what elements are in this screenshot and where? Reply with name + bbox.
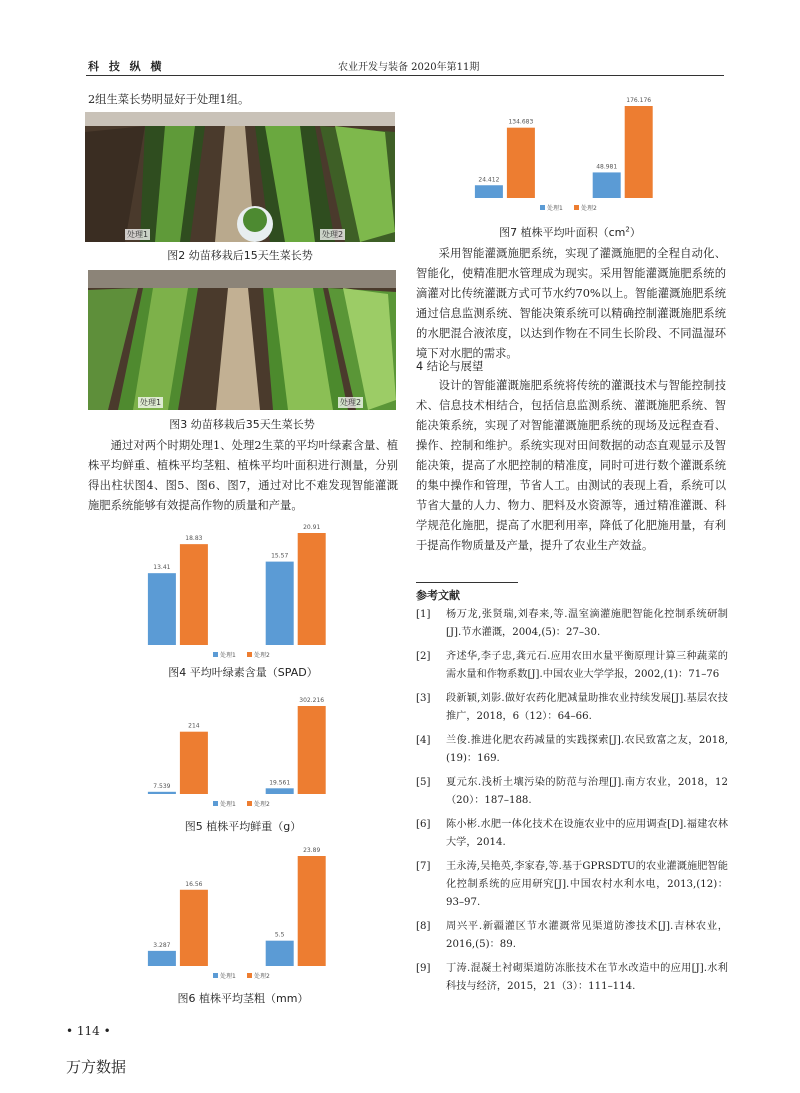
references-rule [416, 582, 518, 583]
data-label: 48.981 [596, 163, 618, 171]
data-label: 3.287 [153, 941, 171, 949]
legend-label: 处理1 [220, 973, 236, 980]
bar [180, 732, 208, 794]
fig7-caption: 图7 植株平均叶面积$(cm^2)$ [499, 225, 641, 239]
fig2-label-1: 处理1 [127, 230, 149, 239]
bar [180, 890, 208, 966]
fig6-chart [88, 838, 398, 986]
legend-swatch [247, 801, 252, 806]
fig2-caption: 图2 幼苗移栽后15天生菜长势 [167, 249, 313, 262]
fig4-chart [88, 515, 398, 665]
fig3-caption: 图3 幼苗移栽后35天生菜长势 [169, 418, 315, 431]
bar [148, 951, 176, 966]
bar [593, 172, 621, 198]
bar [266, 788, 294, 794]
bar [625, 106, 653, 198]
legend-swatch [247, 973, 252, 978]
reference-item: [6] 陈小彬.水肥一体化技术在设施农业中的应用调查[D].福建农林大学，2014. [416, 819, 728, 848]
bar [266, 562, 294, 645]
fig3-label-2: 处理2 [340, 398, 362, 407]
bar [148, 573, 176, 645]
results-paragraph: 通过对两个时期处理1、处理2生菜的平均叶绿素含量、植株平均鲜重、植株平均茎粗、植株平均叶面积进行测量，分别得出柱状图4、图5、图6、图7，通过对比不难发现智能灌溉施肥系统能够有效提高作物的质量和产量。 [88, 439, 398, 512]
fig6-caption: 图6 植株平均茎粗（mm） [177, 992, 309, 1005]
fig4-svg [88, 515, 398, 665]
reference-item: [2] 齐述华,李子忠,龚元石.应用农田水量平衡原理计算三种蔬菜的需水量和作物系数[J].中国农业大学学报，2002,(1)：71–76 [416, 651, 728, 680]
section-label: 科 技 纵 横 [88, 60, 165, 73]
intro-text: 2组生菜长势明显好于处理1组。 [88, 93, 250, 106]
data-label: 302.216 [299, 697, 325, 704]
journal-title: 农业开发与装备 2020年第11期 [338, 62, 480, 73]
legend-label: 处理1 [547, 205, 563, 212]
legend-label: 处理1 [220, 801, 236, 808]
legend-label: 处理2 [581, 205, 597, 212]
bar [180, 544, 208, 645]
data-label: 23.89 [303, 847, 321, 854]
section-heading-conclusion: 4 结论与展望 [416, 360, 484, 373]
legend-swatch [213, 801, 218, 806]
data-label: 5.5 [274, 931, 285, 939]
right-paragraph-2: 设计的智能灌溉施肥系统将传统的灌溉技术与智能控制技术、信息技术相结合，包括信息监测系统、灌溉施肥系统、智能决策系统，实现了对智能灌溉施肥系统的现场及远程查看、操作、控制和维护。系统实现对田间数据的动态直观显示及智能决策，提高了水肥控制的精准度，同时可进行数个灌溉系统的集中操作和管理，节省人工。由测试的表现上看，系统可以节省大量的人力、物力、肥料及水资源等，通过精准灌溉、科学规范化施肥，提高了水肥利用率，降低了化肥施用量，有利于提高作物质量及产量，提升了农业生产效益。 [416, 379, 726, 552]
bar [298, 533, 326, 645]
data-label: 18.83 [185, 535, 203, 543]
fig5-svg [88, 688, 398, 814]
reference-item: [9] 丁涛.混凝土衬砌渠道防冻胀技术在节水改造中的应用[J].水利科技与经济，2015，21（3）：111–114. [416, 963, 728, 992]
reference-item: [1] 杨万龙,张贤瑞,刘春来,等.温室滴灌施肥智能化控制系统研制[J].节水灌溉，2004,(5)：27–30. [416, 609, 728, 638]
fig3-photo [88, 270, 396, 410]
bar [148, 792, 176, 794]
legend-swatch [213, 973, 218, 978]
right-paragraph-1: 采用智能灌溉施肥系统，实现了灌溉施肥的全程自动化、智能化，使精准肥水管理成为现实。采用智能灌溉施肥系统的滴灌对比传统灌溉方式可节水约70%以上。智能灌溉施肥系统通过信息监测系统、智能决策系统可以精确控制灌溉施肥系统的水肥混合液浓度，以达到作物在不同生长阶段、不同温湿环境下对水肥的需求。 [416, 247, 726, 360]
header-rule [86, 75, 724, 76]
data-label: 20.91 [303, 524, 321, 531]
bar [298, 856, 326, 966]
legend-swatch [574, 205, 579, 210]
data-label: 176.176 [626, 97, 652, 104]
reference-item: [3] 段新颖,刘影.做好农药化肥减量助推农业持续发展[J].基层农技推广，2018，6（12）：64–66. [416, 693, 728, 722]
wanfang-logo: 万方数据 [66, 1058, 127, 1076]
data-label: 16.56 [185, 880, 203, 888]
reference-item: [4] 兰俊.推进化肥农药减量的实践探索[J].农民致富之友，2018,(19)：169. [416, 735, 728, 764]
references-list [416, 606, 728, 996]
data-label: 19.561 [269, 779, 291, 787]
references-title: 参考文献 [416, 589, 460, 602]
fig7-chart [415, 88, 725, 218]
bar [507, 128, 535, 198]
reference-item: [7] 王永涛,吴艳英,李家春,等.基于GPRSDTU的农业灌溉施肥智能化控制系统的应用研究[J].中国农村水利水电，2013,(12)：93–97. [416, 861, 728, 908]
legend-label: 处理2 [254, 801, 270, 808]
bar [475, 185, 503, 198]
reference-item: [8] 周兴平.新疆灌区节水灌溉常见渠道防渗技术[J].吉林农业，2016,(5)：89. [416, 921, 728, 950]
legend-label: 处理2 [254, 973, 270, 980]
page-number: • 114 • [66, 1024, 111, 1038]
data-label: 15.57 [271, 552, 289, 560]
data-label: 7.539 [153, 782, 171, 790]
bar [298, 706, 326, 794]
lettuce-field-photo-15d [85, 112, 395, 242]
bar [266, 941, 294, 966]
data-label: 134.683 [508, 118, 534, 126]
lettuce-field-photo-35d [88, 270, 396, 410]
data-label: 13.41 [153, 564, 171, 572]
fig4-caption: 图4 平均叶绿素含量（SPAD） [168, 666, 318, 679]
fig6-svg [88, 838, 398, 986]
fig2-photo [85, 112, 395, 242]
fig3-label-1: 处理1 [140, 398, 162, 407]
fig5-caption: 图5 植株平均鲜重（g） [184, 820, 302, 833]
data-label: 214 [188, 722, 200, 730]
legend-swatch [247, 652, 252, 657]
reference-item: [5] 夏元东.浅析土壤污染的防范与治理[J].南方农业，2018，12（20）：187–188. [416, 777, 728, 806]
fig5-chart [88, 688, 398, 814]
legend-label: 处理2 [254, 652, 270, 659]
fig2-label-2: 处理2 [322, 230, 344, 239]
data-label: 24.412 [478, 176, 500, 184]
legend-label: 处理1 [220, 652, 236, 659]
legend-swatch [540, 205, 545, 210]
legend-swatch [213, 652, 218, 657]
fig7-svg [415, 88, 725, 218]
